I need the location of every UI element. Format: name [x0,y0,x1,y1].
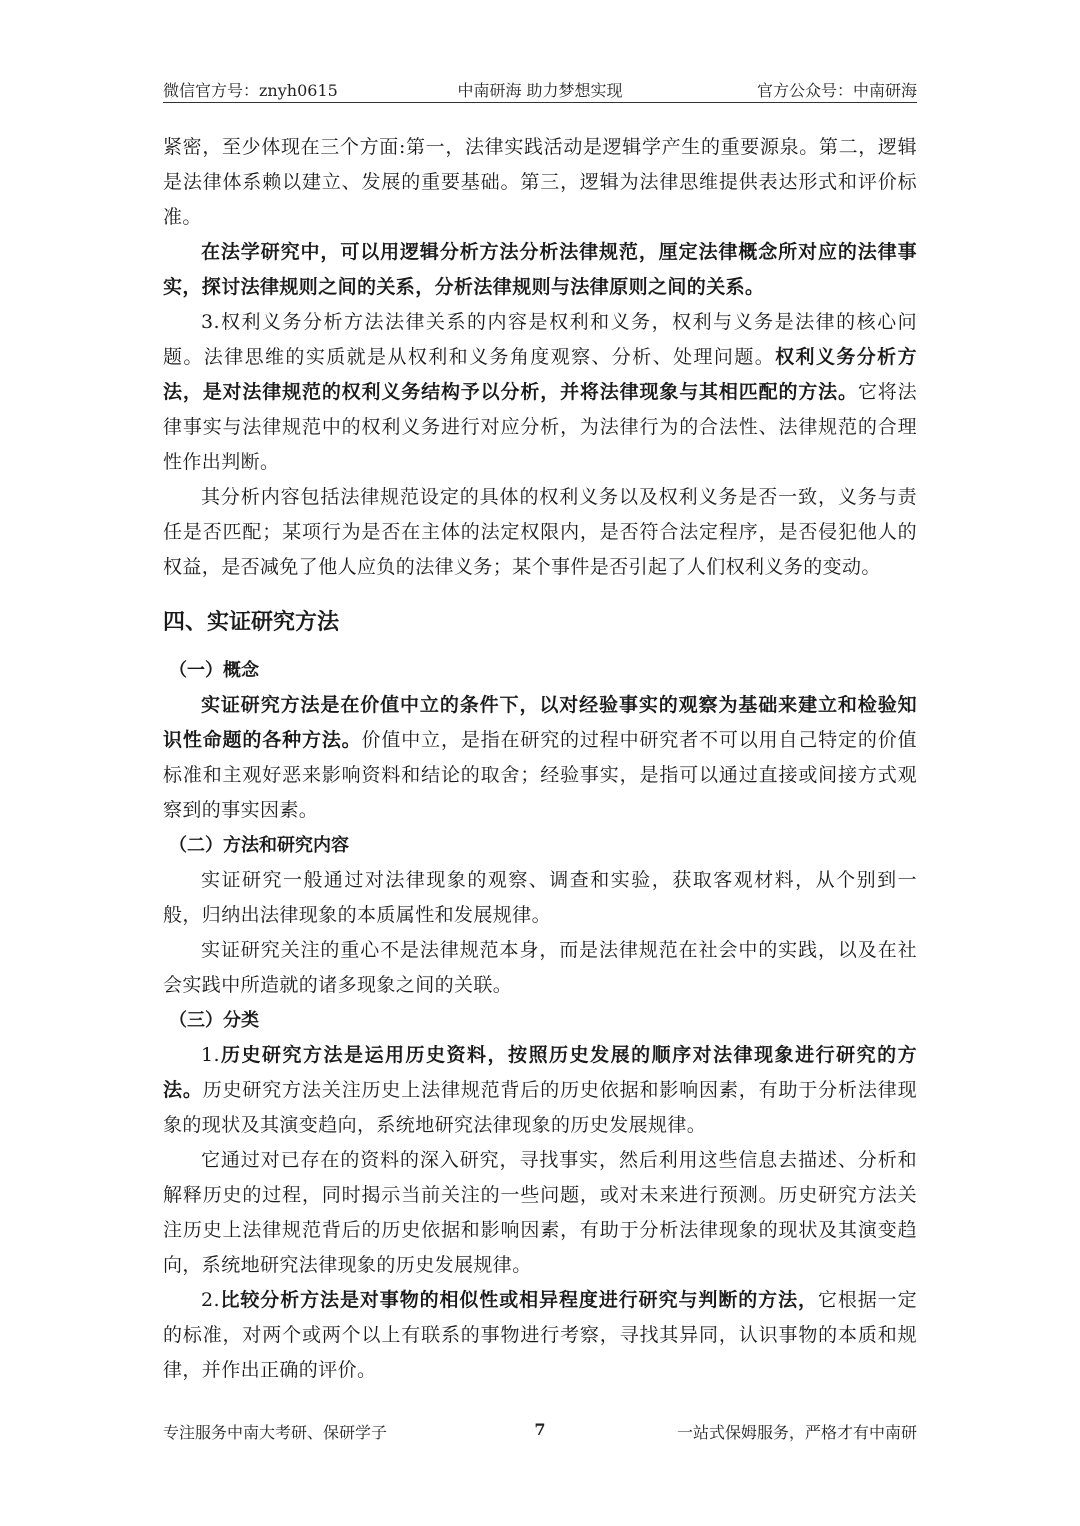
header-official-account: 官方公众号：中南研海 [756,81,917,100]
paragraph: 它通过对已存在的资料的深入研究，寻找事实，然后利用这些信息去描述、分析和解释历史的过程，同时揭示当前关注的一些问题，或对未来进行预测。历史研究方法关注历史上法律规范背后的历史依据和影响因素，有助于分析法律现象的现状及其演变趋向，系统地研究法律现象的历史发展规律。 [163,1149,917,1276]
paragraph-concept [163,688,917,828]
header-wechat-id: 微信官方号：znyh0615 [163,81,338,100]
paragraph-comparative-method [163,1283,917,1388]
text: 它将法律事实与法律规范中的权利义务进行对应分析，为法律行为的合法性、法律规范的合理性作出判断。 [163,381,917,473]
subsection-heading-classification: （三）分类 [169,1010,259,1031]
paragraph-rights-obligations [163,305,917,480]
list-number: 2. [201,1289,220,1311]
paragraph: 紧密，至少体现在三个方面:第一，法律实践活动是逻辑学产生的重要源泉。第二，逻辑是法律体系赖以建立、发展的重要基础。第三，逻辑为法律思维提供表达形式和评价标准。 [163,136,917,228]
bold-text: 比较分析方法是对事物的相似性或相异程度进行研究与判断的方法， [219,1289,818,1311]
paragraph: 实证研究关注的重心不是法律规范本身，而是法律规范在社会中的实践，以及在社会实践中所造就的诸多现象之间的关联。 [163,939,917,996]
bold-text: 历史研究方法是运用历史资料，按照历史发展的顺序对法律现象进行研究的方法。 [163,1044,917,1101]
footer-right-text: 一站式保姆服务，严格才有中南研 [676,1423,917,1442]
bold-text: 权利义务分析方法，是对法律规范的权利义务结构予以分析，并将法律现象与其相匹配的方法。 [163,346,917,403]
text: 历史研究方法关注历史上法律规范背后的历史依据和影响因素，有助于分析法律现象的现状及其演变趋向，系统地研究法律现象的历史发展规律。 [163,1079,917,1136]
bold-text: 在法学研究中，可以用逻辑分析方法分析法律规范，厘定法律概念所对应的法律事实，探讨法律规则之间的关系，分析法律规则与法律原则之间的关系。 [163,241,917,298]
text: 3.权利义务分析方法法律关系的内容是权利和义务，权利与义务是法律的核心问题。法律思维的实质就是从权利和义务角度观察、分析、处理问题。 [163,311,917,368]
subsection-heading-method: （二）方法和研究内容 [169,835,349,856]
paragraph: 实证研究一般通过对法律现象的观察、调查和实验，获取客观材料，从个别到一般，归纳出法律现象的本质属性和发展规律。 [163,869,917,926]
header-slogan: 中南研海 助力梦想实现 [457,81,623,100]
footer-left-text: 专注服务中南大考研、保研学子 [163,1423,388,1442]
section-heading: 四、实证研究方法 [163,610,340,635]
page-content [163,130,917,1388]
paragraph-historical-method [163,1038,917,1143]
page-header [163,76,917,103]
text: 它根据一定的标准，对两个或两个以上有联系的事物进行考察，寻找其异同，认识事物的本质和规律，并作出正确的评价。 [163,1289,917,1381]
page-number: 7 [534,1420,546,1439]
subsection-heading-concept: （一）概念 [169,660,259,681]
bold-text: 实证研究方法是在价值中立的条件下，以对经验事实的观察为基础来建立和检验知识性命题的各种方法。 [163,694,917,751]
page-footer [163,1420,917,1446]
list-number: 1. [201,1044,220,1066]
paragraph: 其分析内容包括法律规范设定的具体的权利义务以及权利义务是否一致，义务与责任是否匹配；某项行为是否在主体的法定权限内，是否符合法定程序，是否侵犯他人的权益，是否减免了他人应负的法律义务；某个事件是否引起了人们权利义务的变动。 [163,486,917,578]
paragraph-bold [163,235,917,305]
text: 价值中立，是指在研究的过程中研究者不可以用自己特定的价值标准和主观好恶来影响资料和结论的取舍；经验事实，是指可以通过直接或间接方式观察到的事实因素。 [163,729,917,821]
